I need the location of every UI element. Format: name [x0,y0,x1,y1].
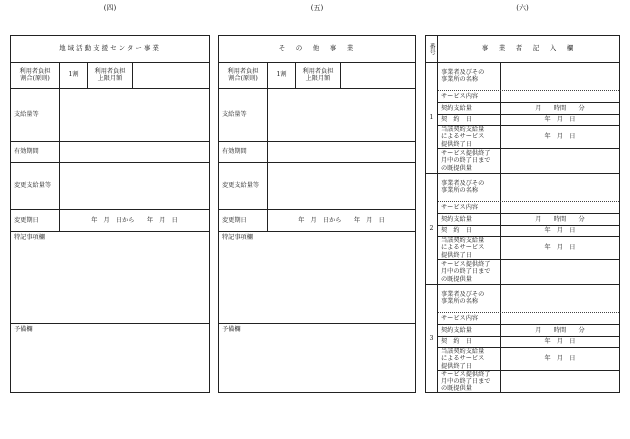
reserve-label: 予備欄 [14,326,33,333]
contract-date-value: 年 月 日 [544,338,576,346]
service-end-date-label: 当該契約支給量 によるサービス 提供終了日 [441,237,485,259]
service-content-label: サービス内容 [441,92,479,100]
panel-six-header: (六) [516,4,529,12]
special-notes-label: 特記事項欄 [14,234,45,241]
number-header: 番号 [428,43,436,55]
entry-number: 1 [429,114,434,122]
provider-name-label: 事業者及びその 事業所の名称 [441,290,485,305]
service-content-label: サービス内容 [441,203,479,211]
service-end-date-value: 年 月 日 [544,355,576,363]
change-date-value: 年 月 日から 年 月 日 [91,216,178,224]
service-content-label: サービス内容 [441,314,479,322]
change-date-label: 変更期日 [14,216,39,224]
panel-four-title: 地域活動支援センター事業 [59,44,161,53]
contract-amount-value: 月 時間 分 [535,104,585,112]
change-date-label: 変更期日 [222,216,247,224]
valid-period-label: 有効期間 [14,148,39,156]
panel-five [218,35,416,393]
burden-ratio-value: 1割 [276,71,287,79]
panel-five-header: (五) [310,4,324,12]
panel-five-title: そ の 他 事 業 [278,44,356,53]
payment-amount-label: 支給量等 [222,111,247,119]
burden-ratio-value: 1割 [68,71,79,79]
entry-number: 3 [429,334,434,342]
contract-amount-value: 月 時間 分 [535,326,585,334]
service-end-date-label: 当該契約支給量 によるサービス 提供終了日 [441,348,485,370]
provided-amount-label: サービス提供終了 月中の終了日まで の既提供量 [441,370,491,393]
changed-amount-label: 変更支給量等 [222,182,260,190]
contract-date-label: 契 約 日 [441,338,472,346]
provided-amount-label: サービス提供終了 月中の終了日まで の既提供量 [441,261,491,283]
contract-date-label: 契 約 日 [441,227,472,235]
burden-ratio-label: 利用者負担 割合(原則) [19,67,51,82]
reserve-label: 予備欄 [222,326,241,333]
panel-four [10,35,210,393]
provider-name-label: 事業者及びその 事業所の名称 [441,68,485,83]
service-end-date-value: 年 月 日 [544,244,576,252]
contract-date-label: 契 約 日 [441,116,472,124]
contract-amount-label: 契約支給量 [441,215,472,223]
burden-ratio-label: 利用者負担 割合(原則) [227,67,259,82]
contract-date-value: 年 月 日 [544,116,576,124]
service-end-date-label: 当該契約支給量 によるサービス 提供終了日 [441,126,485,148]
provided-amount-label: サービス提供終了 月中の終了日まで の既提供量 [441,150,491,172]
upper-limit-label: 利用者負担 上限月額 [94,67,126,82]
entry-number: 2 [429,225,434,233]
valid-period-label: 有効期間 [222,148,247,156]
change-date-value: 年 月 日から 年 月 日 [298,216,385,224]
special-notes-label: 特記事項欄 [222,234,253,241]
payment-amount-label: 支給量等 [14,111,39,119]
contract-amount-label: 契約支給量 [441,326,472,334]
contract-amount-value: 月 時間 分 [535,215,585,223]
upper-limit-label: 利用者負担 上限月額 [302,67,334,82]
changed-amount-label: 変更支給量等 [14,182,52,190]
service-end-date-value: 年 月 日 [544,133,576,141]
panel-six [425,35,620,393]
panel-four-header: (四) [103,4,117,12]
contract-amount-label: 契約支給量 [441,104,472,112]
provider-name-label: 事業者及びその 事業所の名称 [441,179,485,194]
provider-section-title: 事 業 者 記 入 欄 [481,44,576,53]
contract-date-value: 年 月 日 [544,227,576,235]
